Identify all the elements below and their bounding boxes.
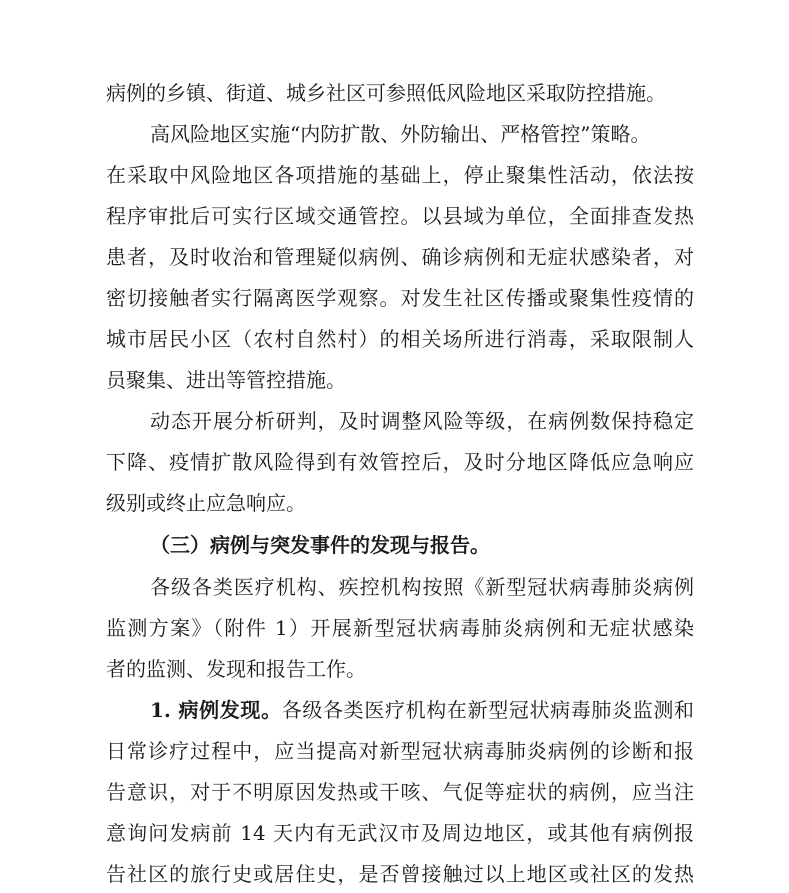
bold-lead-text: 1. 病例发现。 [150,698,282,722]
section-heading: （三）病例与突发事件的发现与报告。 [150,533,490,557]
paragraph-line: 程序审批后可实行区域交通管控。以县域为单位，全面排查发热 [106,204,694,228]
paragraph-line: 员聚集、进出等管控措施。 [106,368,346,392]
paragraph-line: 者的监测、发现和报告工作。 [106,657,366,681]
paragraph-line: 日常诊疗过程中，应当提高对新型冠状病毒肺炎病例的诊断和报 [106,739,694,763]
paragraph-line: 告社区的旅行史或居住史，是否曾接触过以上地区或社区的发热 [106,862,694,886]
paragraph-line: 高风险地区实施“内防扩散、外防输出、严格管控”策略。 [150,122,651,146]
paragraph-line: 告意识，对于不明原因发热或干咳、气促等症状的病例，应当注 [106,780,694,804]
paragraph-line-with-lead [150,697,694,723]
paragraph-line: 监测方案》（附件 1）开展新型冠状病毒肺炎病例和无症状感染 [106,616,694,640]
paragraph-line: 下降、疫情扩散风险得到有效管控后，及时分地区降低应急响应 [106,450,694,474]
paragraph-line: 在采取中风险地区各项措施的基础上，停止聚集性活动，依法按 [106,163,694,187]
paragraph-line: 动态开展分析研判，及时调整风险等级，在病例数保持稳定 [150,409,694,433]
paragraph-line: 城市居民小区（农村自然村）的相关场所进行消毒，采取限制人 [106,327,694,351]
paragraph-line: 各级各类医疗机构、疾控机构按照《新型冠状病毒肺炎病例 [150,575,694,599]
paragraph-line: 密切接触者实行隔离医学观察。对发生社区传播或聚集性疫情的 [106,286,694,310]
paragraph-text: 各级各类医疗机构在新型冠状病毒肺炎监测和 [281,698,695,722]
paragraph-line: 意询问发病前 14 天内有无武汉市及周边地区，或其他有病例报 [106,821,694,845]
paragraph-line: 病例的乡镇、街道、城乡社区可参照低风险地区采取防控措施。 [106,81,666,105]
paragraph-line: 级别或终止应急响应。 [106,491,306,515]
paragraph-line: 患者，及时收治和管理疑似病例、确诊病例和无症状感染者，对 [106,245,694,269]
